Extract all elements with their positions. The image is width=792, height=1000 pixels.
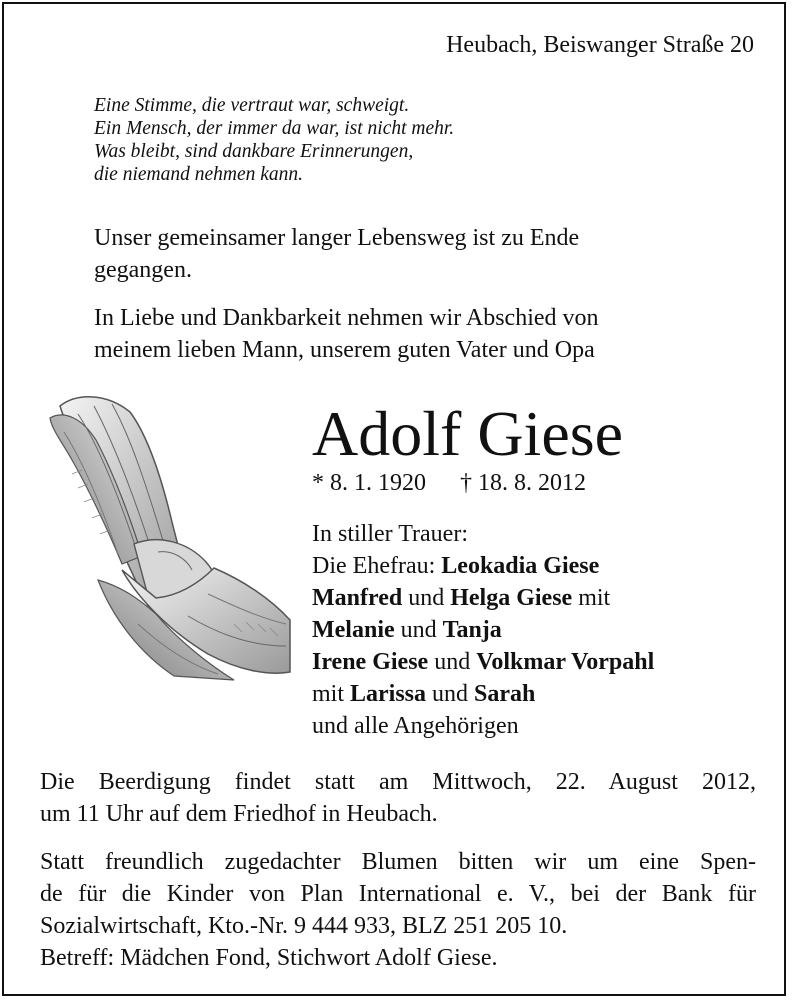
- donation-info: Statt freundlich zugedachter Blumen bitten wir um eine Spen- de für die Kinder von Plan International e. V., bei der Bank für Sozialwirtschaft, Kto.-Nr. 9 444 933, BLZ 251 205 10. Betreff: Mädchen Fond, Stichwort Adolf Giese.: [40, 849, 756, 971]
- death-date: † 18. 8. 2012: [460, 470, 586, 496]
- poem-line: Eine Stimme, die vertraut war, schweigt.: [94, 95, 410, 116]
- obituary-notice: [2, 2, 786, 996]
- mourner-line: Die Ehefrau: Leokadia Giese: [312, 553, 600, 579]
- funeral-info: Die Beerdigung findet statt am Mittwoch, 22. August 2012, um 11 Uhr auf dem Friedhof in Heubach.: [40, 769, 756, 827]
- life-dates: [312, 470, 586, 497]
- poem-line: die niemand nehmen kann.: [94, 164, 304, 185]
- mourners-heading: In stiller Trauer:: [312, 521, 468, 547]
- birth-date: * 8. 1. 1920: [312, 470, 426, 496]
- poem: [94, 94, 454, 186]
- intro-paragraph-1: Unser gemeinsamer langer Lebensweg ist zu Ende gegangen.: [94, 225, 580, 283]
- deceased-name: Adolf Giese: [312, 398, 624, 469]
- address: Heubach, Beiswanger Straße 20: [446, 32, 754, 58]
- mourner-line: mit Larissa und Sarah: [312, 681, 536, 707]
- intro-paragraph-2: In Liebe und Dankbarkeit nehmen wir Abschied von meinem lieben Mann, unserem guten Vater und Opa: [94, 305, 599, 363]
- mourners-list: [312, 518, 654, 742]
- mourner-line: Manfred und Helga Giese mit: [312, 585, 611, 611]
- mourner-line: Irene Giese und Volkmar Vorpahl: [312, 649, 655, 675]
- mourner-line: Melanie und Tanja: [312, 617, 502, 643]
- praying-hands-icon: [38, 384, 294, 690]
- poem-line: Ein Mensch, der immer da war, ist nicht mehr.: [94, 118, 455, 139]
- mourner-line: und alle Angehörigen: [312, 713, 519, 739]
- poem-line: Was bleibt, sind dankbare Erinnerungen,: [94, 141, 414, 162]
